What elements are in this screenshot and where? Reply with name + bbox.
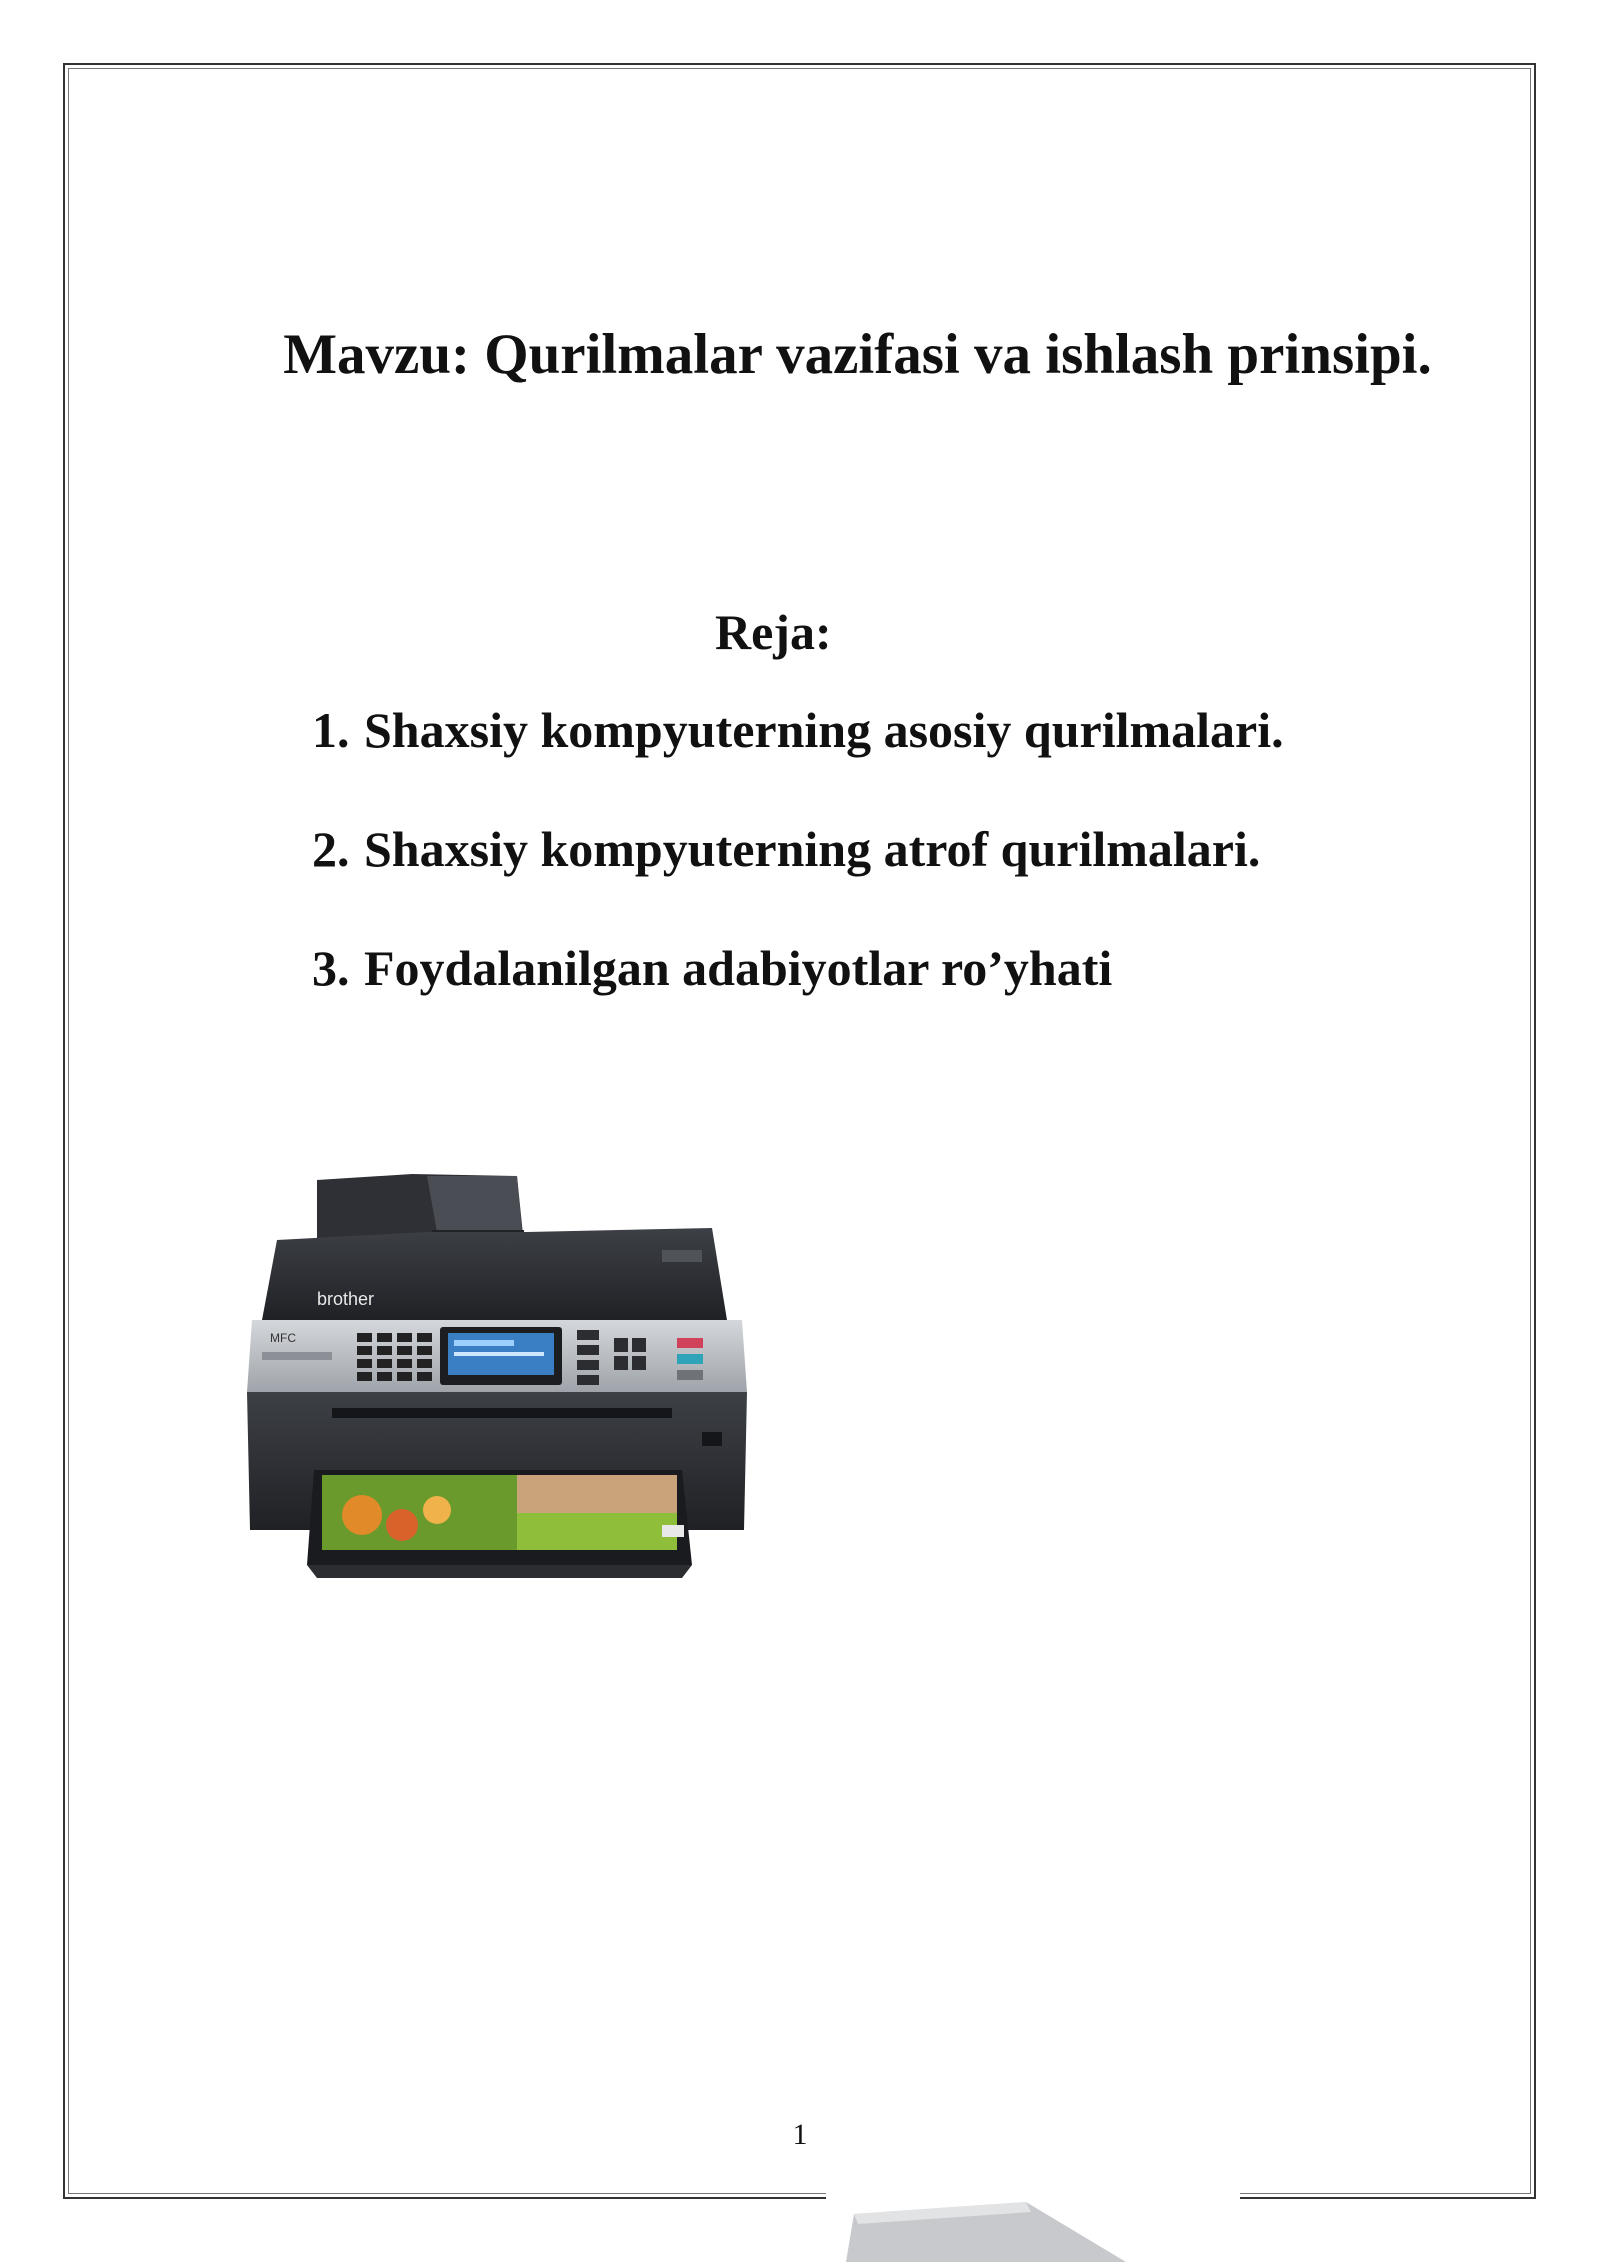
plan-item-number: 2. xyxy=(312,821,350,877)
model-badge: MFC xyxy=(270,1331,296,1345)
printer-icon xyxy=(222,1170,792,1580)
plan-item-text: Shaxsiy kompyuterning atrof qurilmalari. xyxy=(364,821,1261,877)
plan-item-text: Foydalanilgan adabiyotlar ro’yhati xyxy=(364,940,1113,996)
next-page-preview xyxy=(826,2190,1240,2262)
plan-item-number: 3. xyxy=(312,940,350,996)
plan-item-text: Shaxsiy kompyuterning asosiy qurilmalari. xyxy=(364,702,1284,758)
plan-item xyxy=(312,814,1284,933)
device-icon xyxy=(826,2190,1240,2262)
plan-heading: Reja: xyxy=(715,604,832,660)
plan-item xyxy=(312,933,1284,1052)
printer-logo: brother xyxy=(317,1289,375,1309)
page-number: 1 xyxy=(792,2118,808,2151)
plan-item xyxy=(312,695,1284,814)
plan-list xyxy=(312,695,1284,1052)
plan-item-number: 1. xyxy=(312,702,350,758)
document-title: Mavzu: Qurilmalar vazifasi va ishlash prinsipi. xyxy=(283,323,1432,386)
